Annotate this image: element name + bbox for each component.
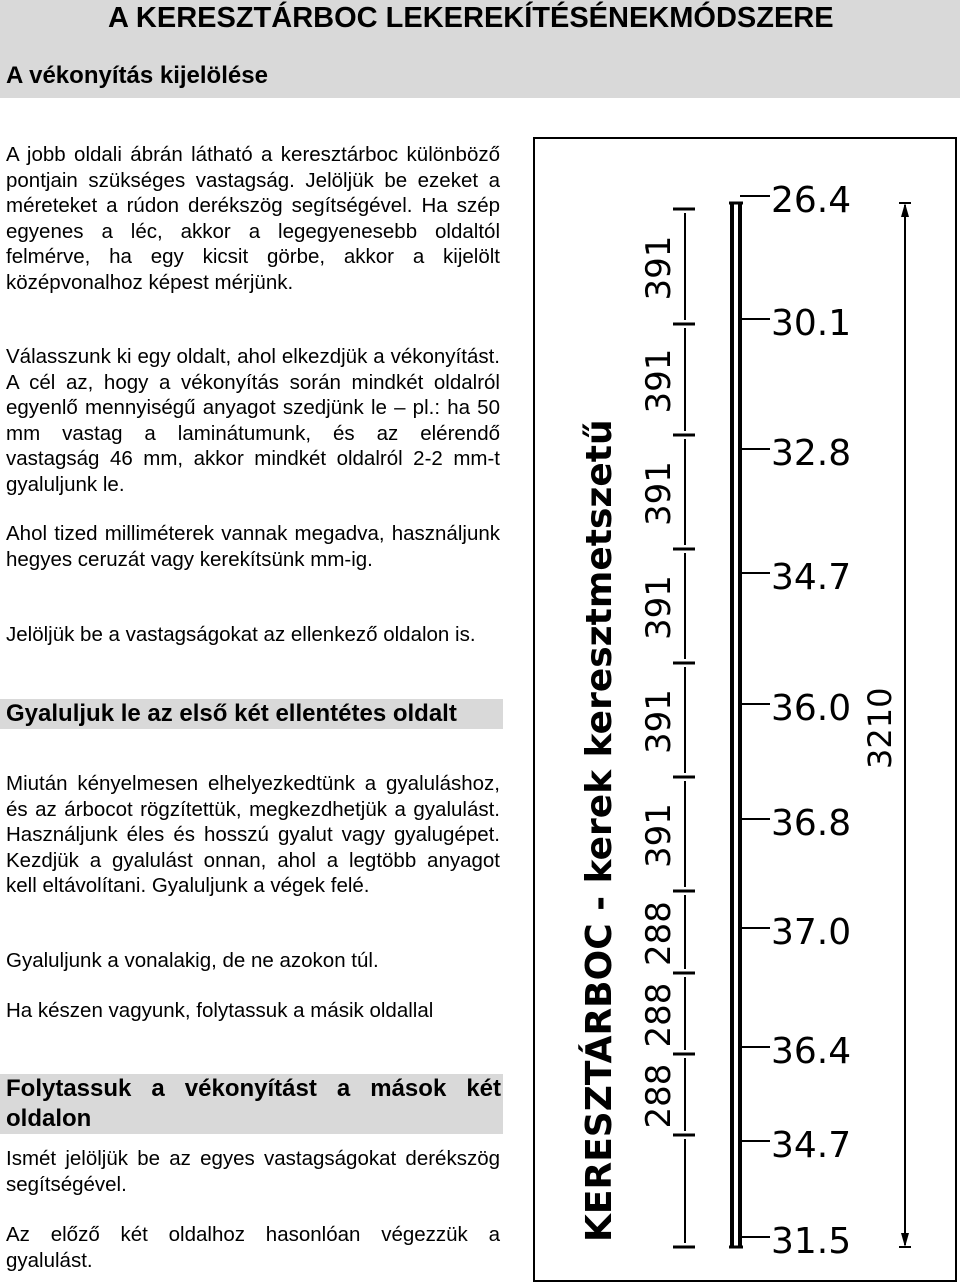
mast-diagram — [535, 139, 959, 1284]
segment-length-label: 288 — [639, 901, 679, 966]
mast-dimension-figure — [533, 137, 957, 1282]
paragraph-to-lines: Gyaluljunk a vonalakig, de ne azokon túl. — [6, 949, 379, 972]
total-length-arrow-top — [901, 203, 909, 217]
thickness-label: 26.4 — [771, 180, 852, 221]
paragraph-same-way: Az előző két oldalhoz hasonlóan végezzük a gyalulást. — [6, 1223, 500, 1272]
paragraph-tenths: Ahol tized milliméterek vannak megadva, használjunk hegyes ceruzát vagy kerekítsünk mm-ig. — [6, 522, 500, 571]
total-length-label: 3210 — [861, 687, 899, 769]
segment-length-label: 391 — [639, 461, 679, 526]
thickness-label: 36.4 — [771, 1031, 852, 1072]
station-marks — [639, 180, 851, 1262]
figure-caption: KERESZTÁRBOC - kerek keresztmetszetű — [579, 419, 620, 1242]
segment-length-label: 391 — [639, 689, 679, 754]
total-length-arrow-bottom — [901, 1233, 909, 1247]
segment-length-label: 391 — [639, 803, 679, 868]
thickness-label: 31.5 — [771, 1221, 852, 1262]
segment-length-label: 391 — [639, 348, 679, 414]
thickness-label: 34.7 — [771, 557, 852, 598]
page-title: A KERESZTÁRBOC LEKEREKÍTÉSÉNEKMÓDSZERE — [108, 2, 834, 34]
section-heading-marking: A vékonyítás kijelölése — [6, 62, 268, 89]
thickness-label: 32.8 — [771, 433, 852, 474]
paragraph-other-side: Ha készen vagyunk, folytassuk a másik oldallal — [6, 999, 434, 1022]
thickness-label: 30.1 — [771, 303, 852, 344]
thickness-label: 37.0 — [771, 912, 852, 953]
paragraph-mark-again: Ismét jelöljük be az egyes vastagságokat derékszög segítségével. — [6, 1147, 500, 1196]
thickness-label: 36.8 — [771, 803, 852, 844]
segment-length-label: 288 — [639, 1063, 679, 1129]
paragraph-intro: A jobb oldali ábrán látható a keresztárboc különböző pontjain szükséges vastagság. Jelöljük be ezeket a méreteket a rúdon derékszög segítségével. Ha szép egyenes a léc, akkor a legegyenesebb oldaltól felmérve, ha egy kicsit görbe, akkor a kijelölt középvonalhoz képest mérjünk. — [6, 143, 500, 294]
paragraph-thinning: Válasszunk ki egy oldalt, ahol elkezdjük a vékonyítást. A cél az, hogy a vékonyítás során mindkét oldalról egyenlő mennyiségű anyagot szedjünk le – pl.: ha 50 mm vastag a laminátumunk, és az elérendő vastagság 46 mm, akkor mindkét oldalról 2-2 mm-t gyaluljunk le. — [6, 345, 500, 496]
section-heading-continue: Folytassuk a vékonyítást a mások két oldalon — [0, 1074, 503, 1134]
paragraph-planing: Miután kényelmesen elhelyezkedtünk a gyaluláshoz, és az árbocot rögzítettük, megkezdhetjük a gyalulást. Használjunk éles és hosszú gyalut vagy gyalugépet. Kezdjük a gyalulást onnan, ahol a legtöbb anyagot kell eltávolítani. Gyaluljunk a végek felé. — [6, 772, 500, 897]
segment-length-label: 288 — [639, 982, 679, 1048]
segment-length-label: 391 — [639, 235, 679, 301]
paragraph-opposite-side: Jelöljük be a vastagságokat az ellenkező oldalon is. — [6, 623, 476, 646]
thickness-label: 34.7 — [771, 1125, 852, 1166]
header-band — [0, 0, 960, 98]
section-heading-plane-first: Gyaluljuk le az első két ellentétes oldalt — [0, 699, 503, 729]
segment-length-label: 391 — [639, 575, 679, 640]
thickness-label: 36.0 — [771, 688, 852, 729]
